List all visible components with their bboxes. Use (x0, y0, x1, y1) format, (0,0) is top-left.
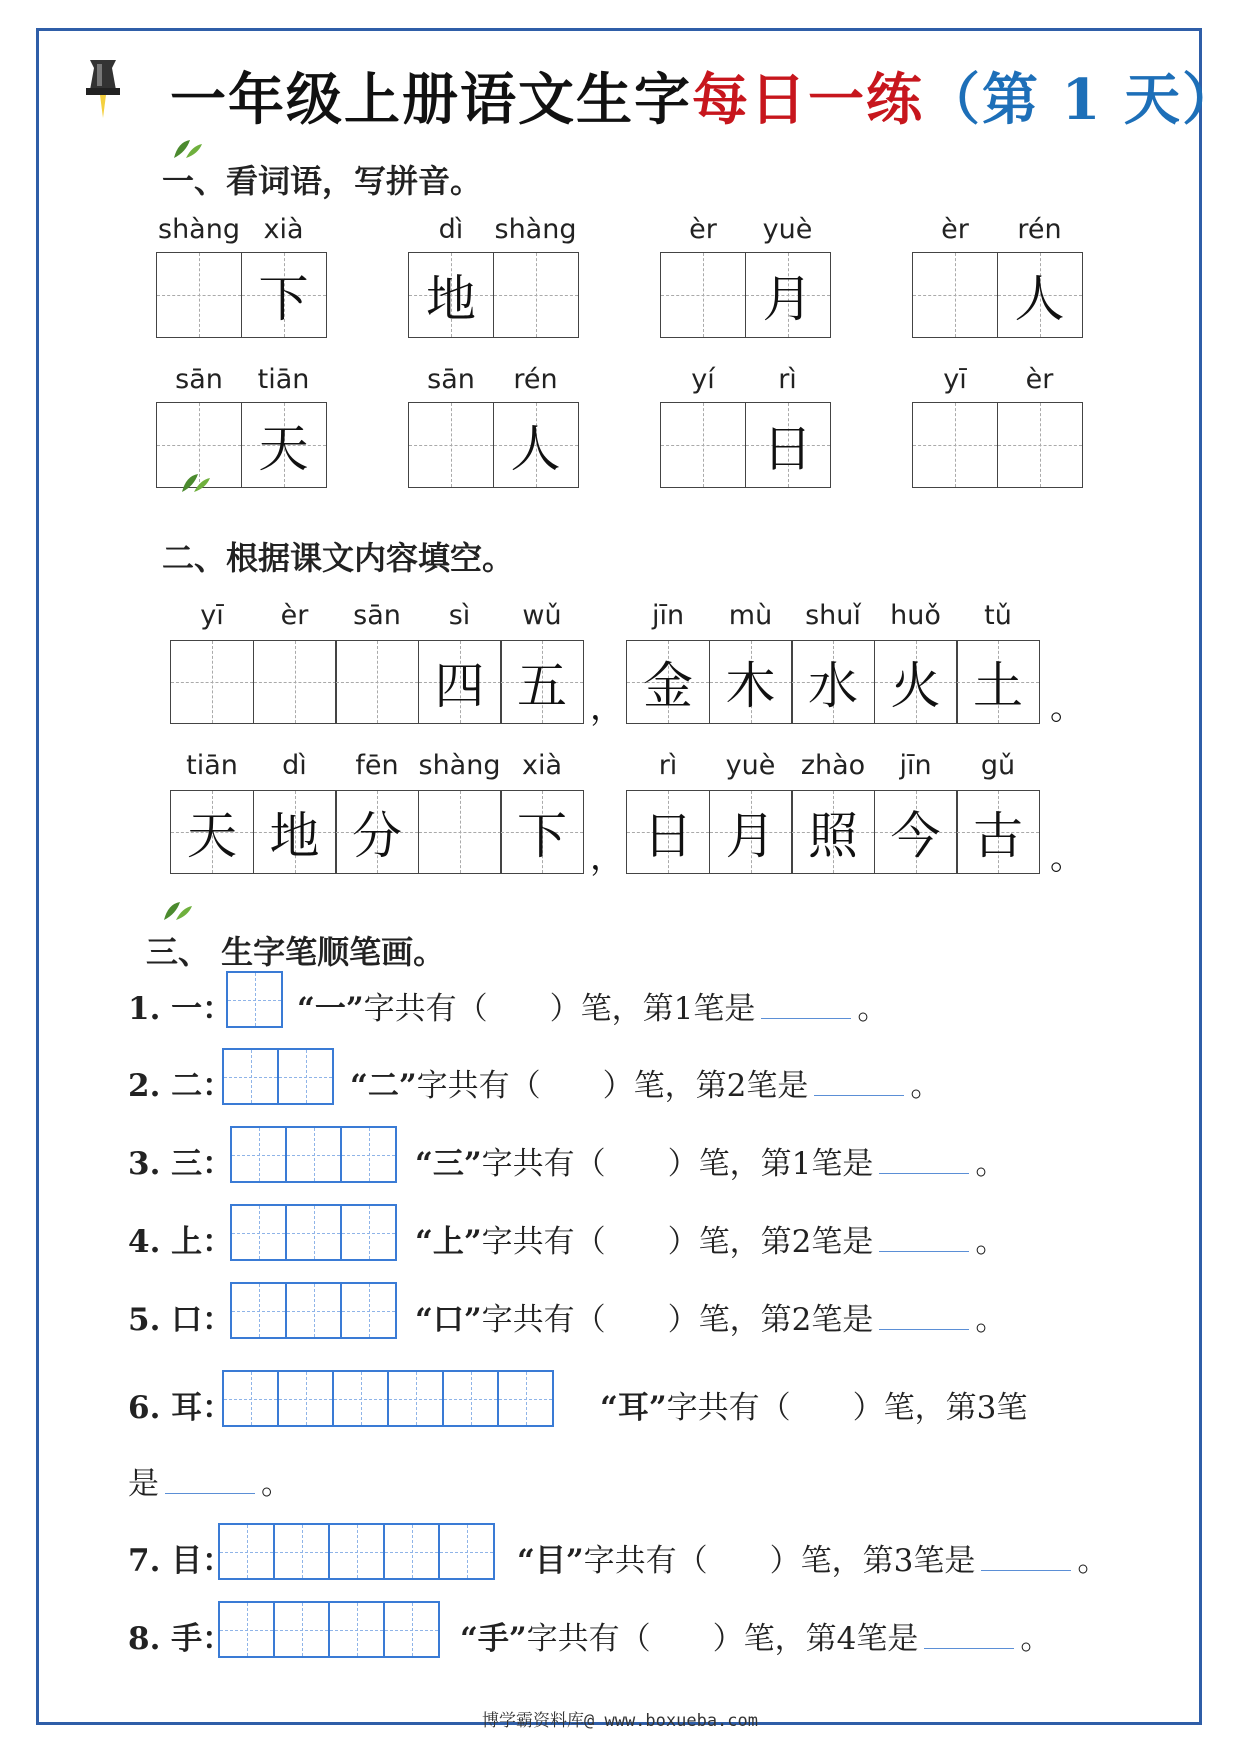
pinyin-label: sān (353, 600, 401, 631)
char-cell (500, 640, 584, 724)
stroke-order-grid (230, 1282, 397, 1339)
stroke-cell[interactable] (230, 1126, 287, 1183)
writing-cell[interactable] (335, 640, 419, 724)
char-text: 人 (1014, 270, 1065, 328)
title-main: 一年级上册语文生字 (170, 67, 692, 133)
answer-blank[interactable] (879, 1250, 969, 1252)
char-cell (745, 402, 831, 488)
question-prompt: 字共有（ ）笔，第2笔是 (481, 1302, 874, 1338)
pinyin-label: yuè (762, 214, 813, 245)
pinyin-label: shàng (494, 214, 577, 245)
pinyin-label: èr (689, 214, 717, 245)
pinyin-label: tiān (257, 364, 310, 395)
stroke-cell[interactable] (218, 1601, 275, 1658)
question-prompt: 字共有（ ）笔，第1笔是 (363, 991, 756, 1027)
stroke-cell[interactable] (387, 1370, 444, 1427)
writing-cell[interactable] (660, 252, 746, 338)
char-text: 四 (434, 657, 485, 715)
question-text (600, 1382, 1027, 1427)
char-cell (253, 790, 337, 874)
stroke-cell[interactable] (285, 1204, 342, 1261)
pinyin-label: sì (448, 600, 471, 631)
stroke-cell[interactable] (226, 971, 283, 1028)
pinyin-label: xià (521, 750, 563, 781)
char-grid (170, 640, 584, 724)
writing-cell[interactable] (660, 402, 746, 488)
char-text: 日 (643, 807, 693, 865)
writing-cell[interactable] (912, 252, 998, 338)
pinyin-label: dì (438, 214, 464, 245)
char-cell (874, 790, 958, 874)
pinyin-label: sān (427, 364, 475, 395)
stroke-order-grid (226, 971, 283, 1028)
target-char: “手” (460, 1621, 527, 1657)
stroke-cell[interactable] (497, 1370, 554, 1427)
section2-heading: 二、根据课文内容填空。 (162, 539, 515, 577)
char-text: 木 (725, 657, 776, 715)
question-label: 1. 一： (128, 991, 234, 1027)
char-cell (791, 790, 875, 874)
writing-cell[interactable] (418, 790, 502, 874)
question-label: 4. 上： (128, 1224, 234, 1260)
char-cell (745, 252, 831, 338)
char-text: 照 (808, 807, 858, 865)
stroke-cell[interactable] (277, 1048, 334, 1105)
pinyin-label: fēn (355, 750, 399, 781)
char-cell (626, 790, 710, 874)
pushpin-icon (80, 56, 126, 120)
writing-cell[interactable] (997, 402, 1083, 488)
writing-cell[interactable] (253, 640, 337, 724)
question-prompt: 字共有（ ）笔，第3笔 (666, 1390, 1028, 1426)
char-cell (418, 640, 502, 724)
question-text (415, 1138, 1006, 1183)
stroke-order-grid (218, 1601, 440, 1658)
answer-blank[interactable] (761, 1017, 851, 1019)
question-text (415, 1216, 1006, 1261)
stroke-cell[interactable] (277, 1370, 334, 1427)
char-text: 天 (258, 420, 309, 478)
stroke-cell[interactable] (340, 1204, 397, 1261)
stroke-cell[interactable] (340, 1282, 397, 1339)
writing-cell[interactable] (912, 402, 998, 488)
question-text (517, 1535, 1108, 1580)
question-prompt: 字共有（ ）笔，第2笔是 (481, 1224, 874, 1260)
pinyin-label: tǔ (984, 600, 1012, 631)
char-grid (170, 790, 584, 874)
char-cell (709, 790, 793, 874)
question-label: 5. 口： (128, 1302, 234, 1338)
title-day: （第 1 天） (924, 67, 1240, 133)
pinyin-label: shuǐ (805, 600, 861, 631)
stroke-cell[interactable] (285, 1126, 342, 1183)
target-char: “二” (350, 1068, 417, 1104)
char-text: 五 (517, 657, 567, 715)
char-cell (709, 640, 793, 724)
stroke-cell[interactable] (273, 1601, 330, 1658)
leaf-icon (178, 470, 212, 496)
answer-blank[interactable] (879, 1328, 969, 1330)
question-prompt: 字共有（ ）笔，第2笔是 (416, 1068, 809, 1104)
question-end: 。 (857, 991, 889, 1027)
question-end: 。 (975, 1302, 1007, 1338)
pinyin-label: rì (658, 750, 678, 781)
question-end: 。 (975, 1146, 1007, 1182)
char-cell (408, 252, 494, 338)
pinyin-label: xià (263, 214, 304, 245)
char-grid (408, 252, 579, 338)
pinyin-label: gǔ (980, 750, 1016, 781)
pinyin-label: sān (175, 364, 223, 395)
char-cell (997, 252, 1083, 338)
char-cell (956, 790, 1040, 874)
pinyin-label: rén (1017, 214, 1062, 245)
question-label: 2. 二： (128, 1068, 234, 1104)
char-text: 人 (510, 420, 561, 478)
char-text: 日 (762, 420, 813, 478)
comma: ， (590, 688, 624, 728)
pinyin-label: mù (728, 600, 773, 631)
pinyin-label: èr (280, 600, 309, 631)
pinyin-label: huǒ (890, 600, 941, 631)
stroke-order-grid (222, 1370, 554, 1427)
writing-cell[interactable] (408, 402, 494, 488)
char-grid (660, 402, 831, 488)
char-text: 分 (352, 807, 402, 865)
question-label: 8. 手： (128, 1621, 234, 1657)
pinyin-label: shàng (418, 750, 501, 781)
question-end: 。 (1077, 1543, 1109, 1579)
stroke-cell[interactable] (222, 1048, 279, 1105)
char-cell (493, 402, 579, 488)
char-grid (408, 402, 579, 488)
stroke-cell[interactable] (273, 1523, 330, 1580)
stroke-cell[interactable] (218, 1523, 275, 1580)
char-cell (170, 790, 254, 874)
answer-blank[interactable] (165, 1492, 255, 1494)
comma: ， (590, 838, 624, 878)
char-text: 月 (725, 807, 776, 865)
char-text: 月 (762, 270, 813, 328)
char-cell (874, 640, 958, 724)
pinyin-label: jīn (651, 600, 685, 631)
question-label: 6. 耳： (128, 1390, 234, 1426)
char-text: 今 (890, 807, 941, 865)
writing-cell[interactable] (493, 252, 579, 338)
footer-watermark: 博学霸资料库@ www.boxueba.com (482, 1711, 758, 1731)
pinyin-label: rén (513, 364, 558, 395)
char-text: 金 (643, 657, 693, 715)
char-grid (912, 252, 1083, 338)
char-cell (241, 402, 327, 488)
char-text: 土 (973, 657, 1023, 715)
stroke-cell[interactable] (340, 1126, 397, 1183)
pinyin-label: dì (282, 750, 307, 781)
question-prompt: 字共有（ ）笔，第3笔是 (583, 1543, 976, 1579)
target-char: “三” (415, 1146, 482, 1182)
target-char: “上” (415, 1224, 482, 1260)
char-text: 火 (890, 657, 941, 715)
stroke-order-grid (218, 1523, 495, 1580)
char-grid (156, 252, 327, 338)
question-text (350, 1060, 941, 1105)
question-text (297, 983, 888, 1028)
char-grid (660, 252, 831, 338)
writing-cell[interactable] (170, 640, 254, 724)
pinyin-label: èr (941, 214, 969, 245)
char-cell (500, 790, 584, 874)
char-cell (241, 252, 327, 338)
answer-blank[interactable] (981, 1569, 1071, 1571)
pinyin-label: shàng (158, 214, 240, 245)
title-highlight: 每日一练 (692, 67, 924, 133)
page-title (170, 56, 1240, 136)
section3-heading: 三、 生字笔顺笔画。 (146, 933, 446, 971)
pinyin-label: yí (691, 364, 715, 395)
question-text-continued (128, 1458, 292, 1503)
target-char: “目” (517, 1543, 584, 1579)
pinyin-label: èr (1025, 364, 1054, 395)
char-text: 古 (973, 807, 1023, 865)
period: 。 (1050, 838, 1084, 878)
stroke-cell[interactable] (383, 1523, 440, 1580)
stroke-cell[interactable] (442, 1370, 499, 1427)
pinyin-label: yī (943, 364, 967, 395)
char-grid (626, 640, 1040, 724)
answer-blank[interactable] (879, 1172, 969, 1174)
pinyin-label: wǔ (522, 600, 562, 631)
question-end: 。 (261, 1466, 292, 1502)
stroke-cell[interactable] (328, 1523, 385, 1580)
question-end: 。 (975, 1224, 1007, 1260)
question-end: 。 (1020, 1621, 1052, 1657)
stroke-cell[interactable] (230, 1204, 287, 1261)
char-text: 水 (808, 657, 858, 715)
question-text (460, 1613, 1051, 1658)
question-prompt-cont: 是 (128, 1466, 159, 1502)
target-char: “口” (415, 1302, 482, 1338)
pinyin-label: rì (778, 364, 797, 395)
writing-cell[interactable] (156, 252, 242, 338)
question-end: 。 (910, 1068, 942, 1104)
char-cell (791, 640, 875, 724)
char-cell (956, 640, 1040, 724)
period: 。 (1050, 688, 1084, 728)
stroke-cell[interactable] (230, 1282, 287, 1339)
char-grid (626, 790, 1040, 874)
target-char: “耳” (600, 1390, 667, 1426)
char-text: 地 (426, 270, 476, 328)
question-prompt: 字共有（ ）笔，第4笔是 (526, 1621, 919, 1657)
section1-heading: 一、看词语，写拼音。 (162, 162, 483, 200)
char-cell (626, 640, 710, 724)
pinyin-label: jīn (899, 750, 932, 781)
stroke-order-grid (230, 1126, 397, 1183)
char-grid (912, 402, 1083, 488)
stroke-cell[interactable] (222, 1370, 279, 1427)
answer-blank[interactable] (924, 1647, 1014, 1649)
target-char: “一” (297, 991, 364, 1027)
stroke-cell[interactable] (328, 1601, 385, 1658)
pinyin-label: zhào (800, 750, 866, 781)
char-text: 地 (269, 807, 320, 865)
char-text: 下 (517, 807, 567, 865)
question-label: 7. 目： (128, 1543, 234, 1579)
answer-blank[interactable] (814, 1094, 904, 1096)
question-label: 3. 三： (128, 1146, 234, 1182)
stroke-cell[interactable] (285, 1282, 342, 1339)
stroke-order-grid (230, 1204, 397, 1261)
pinyin-label: yī (200, 600, 224, 631)
char-cell (335, 790, 419, 874)
stroke-cell[interactable] (332, 1370, 389, 1427)
pinyin-label: yuè (725, 750, 776, 781)
char-text: 天 (187, 807, 237, 865)
question-text (415, 1294, 1006, 1339)
stroke-cell[interactable] (438, 1523, 495, 1580)
stroke-order-grid (222, 1048, 334, 1105)
question-prompt: 字共有（ ）笔，第1笔是 (481, 1146, 874, 1182)
leaf-icon (160, 898, 194, 924)
char-text: 下 (258, 270, 309, 328)
pinyin-label: tiān (186, 750, 238, 781)
stroke-cell[interactable] (383, 1601, 440, 1658)
